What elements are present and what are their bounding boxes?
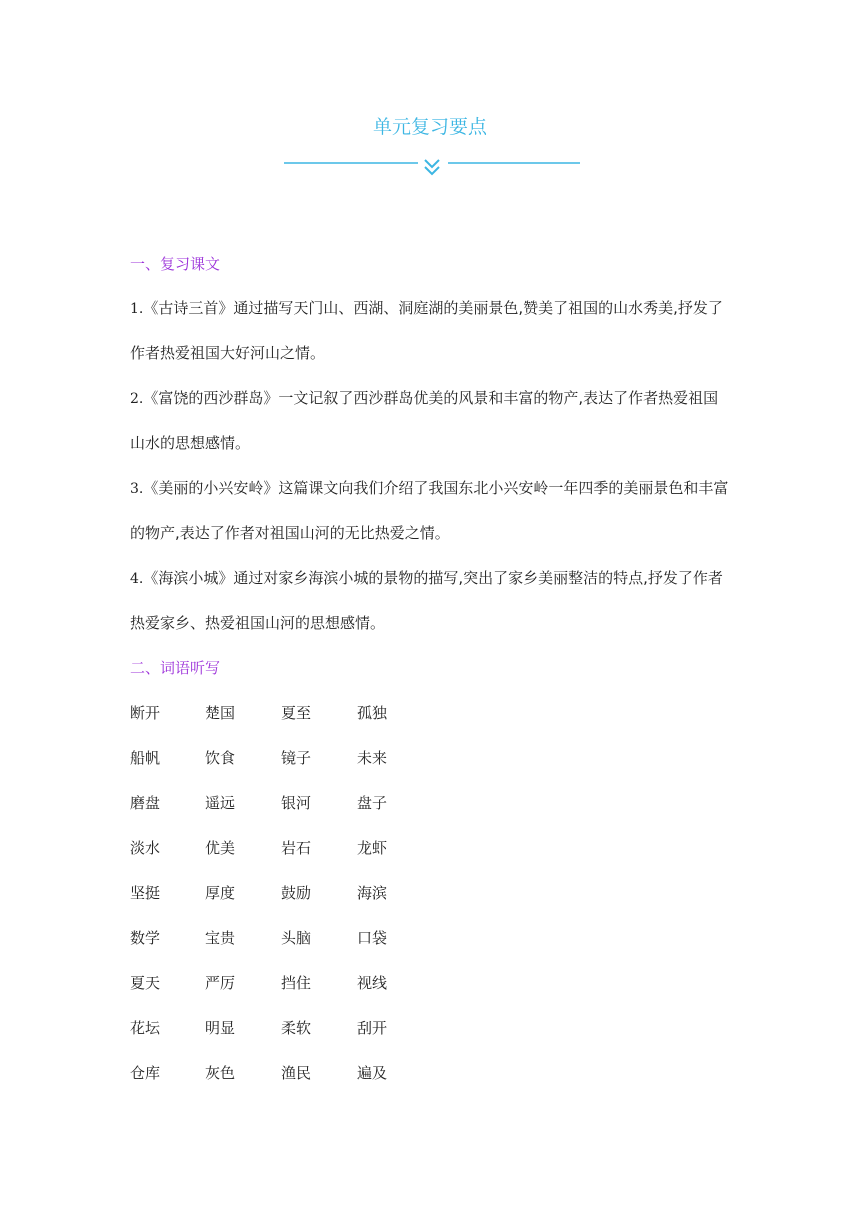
word-cell: 夏至 (281, 704, 312, 722)
item-text: 《古诗三首》通过描写天门山、西湖、洞庭湖的美丽景色,赞美了祖国的山水秀美,抒发了 (143, 299, 723, 317)
word-cell: 夏天 (130, 974, 161, 992)
word-cell: 遍及 (357, 1064, 388, 1082)
review-item-3-line1 (130, 477, 740, 500)
word-cell: 孤独 (357, 704, 388, 722)
word-cell: 优美 (205, 839, 236, 857)
word-cell: 淡水 (130, 839, 161, 857)
word-cell: 严厉 (205, 974, 236, 992)
word-cell: 遥远 (205, 794, 236, 812)
word-cell: 明显 (205, 1019, 236, 1037)
item-text: 《美丽的小兴安岭》这篇课文向我们介绍了我国东北小兴安岭一年四季的美丽景色和丰富 (143, 479, 729, 497)
review-item-2-line2: 山水的思想感情。 (130, 434, 251, 452)
word-cell: 镜子 (281, 749, 312, 767)
review-item-4-line1 (130, 567, 740, 590)
word-cell: 断开 (130, 704, 161, 722)
word-cell: 数学 (130, 929, 161, 947)
review-item-1-line1 (130, 297, 740, 320)
word-cell: 视线 (357, 974, 388, 992)
word-cell: 饮食 (205, 749, 236, 767)
item-number: 4. (130, 571, 144, 587)
word-cell: 龙虾 (357, 839, 388, 857)
item-text: 《富饶的西沙群岛》一文记叙了西沙群岛优美的风景和丰富的物产,表达了作者热爱祖国 (143, 389, 719, 407)
section-heading-review: 一、复习课文 (130, 255, 221, 273)
word-cell: 坚挺 (130, 884, 161, 902)
word-cell: 花坛 (130, 1019, 161, 1037)
word-cell: 岩石 (281, 839, 312, 857)
double-chevron-down-icon (425, 160, 439, 174)
review-item-3-line2: 的物产,表达了作者对祖国山河的无比热爱之情。 (130, 524, 450, 542)
word-cell: 仓库 (130, 1064, 161, 1082)
word-cell: 厚度 (205, 884, 236, 902)
page-title: 单元复习要点 (372, 116, 487, 138)
review-item-4-line2: 热爱家乡、热爱祖国山河的思想感情。 (130, 614, 386, 632)
word-cell: 楚国 (205, 704, 236, 722)
section-heading-dictation: 二、词语听写 (130, 659, 221, 677)
word-cell: 口袋 (357, 929, 388, 947)
review-item-2-line1 (130, 387, 740, 410)
word-cell: 船帆 (130, 749, 161, 767)
item-number: 3. (130, 481, 144, 497)
word-cell: 鼓励 (281, 884, 312, 902)
word-cell: 盘子 (357, 794, 388, 812)
word-cell: 刮开 (357, 1019, 388, 1037)
word-cell: 头脑 (281, 929, 312, 947)
word-cell: 银河 (281, 794, 312, 812)
word-cell: 未来 (357, 749, 388, 767)
review-item-1-line2: 作者热爱祖国大好河山之情。 (130, 344, 326, 362)
item-text: 《海滨小城》通过对家乡海滨小城的景物的描写,突出了家乡美丽整洁的特点,抒发了作者 (143, 569, 723, 587)
word-cell: 海滨 (357, 884, 388, 902)
word-cell: 挡住 (281, 974, 312, 992)
word-cell: 柔软 (281, 1019, 312, 1037)
word-cell: 磨盘 (130, 794, 161, 812)
title-divider (284, 152, 580, 182)
item-number: 1. (130, 301, 144, 317)
word-cell: 宝贵 (205, 929, 236, 947)
word-cell: 渔民 (281, 1064, 312, 1082)
word-cell: 灰色 (205, 1064, 236, 1082)
item-number: 2. (130, 391, 144, 407)
